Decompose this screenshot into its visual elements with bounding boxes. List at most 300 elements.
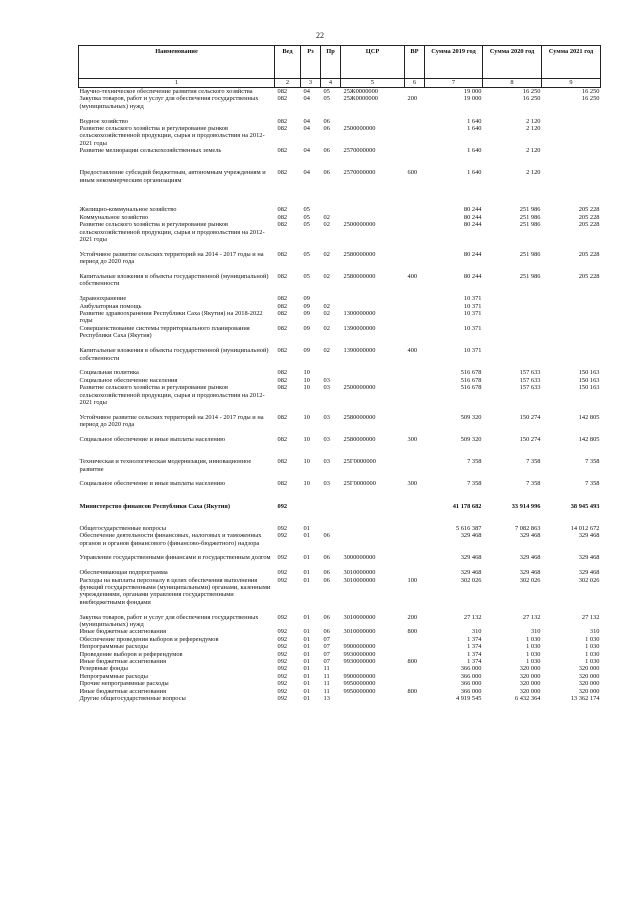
row-rz: 10 [303, 369, 310, 377]
row-sum-2019: 516 678 [460, 369, 482, 377]
row-name: Обеспечивающая подпрограмма [79, 569, 168, 577]
row-rz: 10 [303, 435, 310, 443]
row-sum-2019: 27 132 [463, 613, 482, 621]
row-name: Водное хозяйство [79, 117, 128, 125]
spacer-cell [79, 443, 601, 458]
row-sum-2021: 150 163 [578, 369, 600, 377]
row-ved: 092 [277, 687, 288, 695]
row-csr [341, 118, 405, 125]
row-pr [321, 503, 341, 510]
row-rz: 05 [303, 273, 310, 281]
row-sum-2020: 157 633 [519, 376, 541, 384]
row-sum-2021: 150 163 [578, 384, 600, 392]
row-name: Амбулаторная помощь [79, 302, 142, 310]
spacer-cell [79, 510, 601, 525]
row-sum-2020: 33 914 996 [511, 502, 541, 510]
row-sum-2020: 251 986 [519, 213, 541, 221]
spacer-cell [79, 110, 601, 117]
row-csr: 2570000000 [343, 147, 376, 155]
row-csr: 25Г0000000 [343, 458, 376, 466]
row-pr: 11 [323, 687, 330, 695]
row-spacer [79, 473, 601, 480]
col-name-header: Наименование [79, 46, 275, 79]
row-ved: 082 [277, 117, 288, 125]
row-rz: 01 [303, 554, 310, 562]
row-name: Резервные фонды [79, 665, 128, 673]
row-sum-2019: 310 [471, 628, 482, 636]
row-ved: 092 [277, 643, 288, 651]
row-name: Иные бюджетные ассигнования [79, 658, 167, 665]
row-rz: 01 [303, 687, 310, 695]
row-ved: 092 [277, 613, 288, 621]
table-row [79, 125, 601, 147]
row-pr: 02 [323, 310, 330, 318]
row-spacer [79, 362, 601, 369]
row-csr: 1300000000 [343, 310, 376, 318]
row-pr: 06 [323, 125, 330, 133]
spacer-cell [79, 266, 601, 273]
table-row [79, 525, 601, 532]
row-vr [405, 651, 425, 658]
row-sum-2020: 329 468 [519, 554, 541, 562]
page-number: 22 [316, 31, 324, 40]
row-pr: 05 [323, 88, 330, 95]
row-csr: 2500000000 [343, 125, 376, 133]
row-sum-2019: 80 244 [463, 221, 482, 229]
header-row [79, 46, 601, 79]
row-sum-2020: 329 468 [519, 532, 541, 540]
row-sum-2021: 38 945 493 [570, 502, 600, 510]
row-rz: 05 [303, 250, 310, 258]
row-sum-2021: 310 [589, 628, 600, 636]
row-vr [405, 310, 425, 325]
row-name: Здравоохранение [79, 295, 127, 303]
row-vr [405, 118, 425, 125]
row-pr: 03 [323, 435, 330, 443]
row-name: Научно-техническое обеспечение развития сельского хозяйства [79, 88, 253, 95]
row-rz: 04 [303, 147, 310, 155]
row-pr: 02 [323, 250, 330, 258]
row-name: Непрограммные расходы [79, 643, 148, 651]
row-sum-2021 [542, 325, 601, 340]
table-row [79, 554, 601, 561]
table-row [79, 643, 601, 650]
row-sum-2019: 329 468 [460, 569, 482, 577]
row-csr [341, 532, 405, 547]
table-row [79, 325, 601, 340]
table-row [79, 169, 601, 184]
col-number: 9 [542, 79, 601, 88]
row-pr: 07 [323, 658, 330, 665]
spacer-cell [79, 473, 601, 480]
table-row [79, 206, 601, 213]
row-rz: 01 [303, 672, 310, 680]
row-sum-2020: 157 633 [519, 369, 541, 377]
row-csr [341, 377, 405, 384]
row-ved: 082 [277, 221, 288, 229]
row-csr: 2580000000 [343, 435, 376, 443]
row-vr [405, 214, 425, 221]
row-rz: 04 [303, 88, 310, 95]
row-sum-2020: 2 120 [526, 147, 541, 155]
col-vr-header: ВР [405, 46, 425, 79]
row-pr: 05 [323, 95, 330, 103]
table-row [79, 480, 601, 487]
row-sum-2020: 329 468 [519, 569, 541, 577]
row-rz: 04 [303, 117, 310, 125]
row-vr [405, 325, 425, 340]
row-sum-2019: 509 320 [460, 435, 482, 443]
row-sum-2021: 329 468 [578, 569, 600, 577]
table-row [79, 532, 601, 547]
row-sum-2019: 10 371 [463, 347, 482, 355]
row-sum-2020: 157 633 [519, 384, 541, 392]
row-name: Обеспечение деятельности финансовых, налоговых и таможенных органов и органов финансового (финансово-бюджетного) надзора [79, 532, 262, 547]
budget-table-body [79, 88, 601, 703]
row-sum-2020: 1 030 [526, 643, 541, 651]
row-vr [405, 680, 425, 687]
row-name: Другие общегосударственные вопросы [79, 695, 186, 703]
row-sum-2019: 7 358 [467, 458, 482, 466]
row-rz: 09 [303, 347, 310, 355]
col-ved-header: Вед [275, 46, 301, 79]
table-row [79, 680, 601, 687]
row-ved: 082 [277, 147, 288, 155]
row-vr [405, 503, 425, 510]
row-name: Иные бюджетные ассигнования [79, 628, 167, 636]
row-sum-2021: 205 228 [578, 250, 600, 258]
budget-table [78, 45, 601, 702]
row-name: Предоставление субсидий бюджетным, автономным учреждениям и иным некоммерческим организациям [79, 169, 266, 184]
row-sum-2019: 1 374 [467, 658, 482, 665]
col-number: 2 [275, 79, 301, 88]
row-csr: 9900000000 [343, 643, 376, 651]
row-ved: 082 [277, 435, 288, 443]
row-csr: 25Г0000000 [343, 480, 376, 488]
row-rz: 10 [303, 458, 310, 466]
row-sum-2019: 329 468 [460, 554, 482, 562]
row-ved: 092 [277, 524, 288, 532]
row-vr: 400 [407, 347, 418, 355]
table-row [79, 310, 601, 325]
row-vr: 600 [407, 169, 418, 177]
row-vr [405, 125, 425, 147]
row-csr: 3010000000 [343, 569, 376, 577]
row-sum-2020: 320 000 [519, 665, 541, 673]
row-pr: 02 [323, 324, 330, 332]
row-rz: 01 [303, 628, 310, 636]
row-pr: 11 [323, 665, 330, 673]
row-rz: 01 [303, 524, 310, 532]
row-sum-2021: 205 228 [578, 273, 600, 281]
row-rz: 04 [303, 169, 310, 177]
row-ved: 082 [277, 206, 288, 214]
table-row [79, 118, 601, 125]
row-sum-2019: 1 640 [467, 117, 482, 125]
row-name: Капитальные вложения в объекты государственной (муниципальной) собственности [79, 347, 269, 362]
row-sum-2021: 1 030 [585, 658, 600, 665]
row-sum-2019: 516 678 [460, 376, 482, 384]
row-csr [341, 214, 405, 221]
row-sum-2019: 366 000 [460, 672, 482, 680]
table-row [79, 377, 601, 384]
table-row [79, 665, 601, 672]
row-sum-2021: 1 030 [585, 635, 600, 643]
row-sum-2020: 251 986 [519, 250, 541, 258]
row-pr: 02 [323, 221, 330, 229]
row-sum-2021 [542, 147, 601, 154]
row-sum-2021 [542, 295, 601, 302]
row-sum-2019: 1 640 [467, 147, 482, 155]
row-sum-2020 [483, 303, 542, 310]
row-name: Техническая и технологическая модернизация, инновационное развитие [79, 458, 252, 473]
row-sum-2019: 4 919 545 [455, 695, 482, 703]
row-sum-2020: 2 120 [526, 117, 541, 125]
row-rz: 01 [303, 532, 310, 540]
row-sum-2021: 329 468 [578, 532, 600, 540]
row-sum-2020: 251 986 [519, 273, 541, 281]
row-pr: 03 [323, 458, 330, 466]
row-vr [405, 88, 425, 96]
row-pr: 06 [323, 554, 330, 562]
col-csr-header: ЦСР [341, 46, 405, 79]
row-sum-2021: 16 250 [581, 88, 600, 95]
spacer-cell [79, 155, 601, 170]
row-spacer [79, 243, 601, 250]
row-ved: 092 [277, 576, 288, 584]
row-sum-2019: 329 468 [460, 532, 482, 540]
table-row [79, 688, 601, 695]
row-sum-2021: 205 228 [578, 213, 600, 221]
row-sum-2020: 320 000 [519, 687, 541, 695]
row-ved: 082 [277, 384, 288, 392]
row-sum-2020: 320 000 [519, 680, 541, 688]
row-sum-2019: 41 178 682 [452, 502, 482, 510]
row-name: Социальное обеспечение и иные выплаты населению [79, 435, 226, 443]
row-ved: 082 [277, 273, 288, 281]
row-vr [405, 251, 425, 266]
row-sum-2021: 14 012 672 [570, 524, 600, 532]
row-vr [405, 458, 425, 473]
row-sum-2019: 10 371 [463, 324, 482, 332]
row-csr: 9900000000 [343, 672, 376, 680]
table-row [79, 636, 601, 643]
row-vr [405, 303, 425, 310]
table-row [79, 414, 601, 429]
row-pr: 11 [323, 672, 330, 680]
row-ved: 082 [277, 125, 288, 133]
row-ved: 082 [277, 213, 288, 221]
row-csr [341, 295, 405, 302]
row-name: Проведение выборов и референдумов [79, 650, 183, 658]
row-ved: 082 [277, 302, 288, 310]
row-spacer [79, 547, 601, 554]
row-rz: 10 [303, 480, 310, 488]
row-pr: 06 [323, 147, 330, 155]
row-csr: 3010000000 [343, 613, 376, 621]
row-csr: 3000000000 [343, 554, 376, 562]
row-name: Социальное обеспечение населения [79, 376, 178, 384]
row-vr [405, 636, 425, 643]
row-name: Общегосударственные вопросы [79, 524, 167, 532]
row-vr [405, 673, 425, 680]
row-vr [405, 221, 425, 243]
row-vr [405, 695, 425, 702]
row-name: Коммунальное хозяйство [79, 213, 149, 221]
row-sum-2021: 329 468 [578, 554, 600, 562]
row-ved: 092 [277, 672, 288, 680]
row-pr: 06 [323, 532, 330, 540]
row-name: Обеспечение проведения выборов и референдумов [79, 635, 219, 643]
row-spacer [79, 340, 601, 347]
row-sum-2019: 1 640 [467, 169, 482, 177]
row-sum-2020 [483, 295, 542, 302]
row-sum-2019: 1 374 [467, 643, 482, 651]
table-row [79, 614, 601, 629]
row-sum-2020: 251 986 [519, 206, 541, 214]
row-vr: 100 [407, 576, 418, 584]
col-sum2021-header: Сумма 2021 год [542, 46, 601, 79]
row-name: Жилищно-коммунальное хозяйство [79, 206, 177, 214]
row-sum-2021: 205 228 [578, 221, 600, 229]
row-rz: 01 [303, 576, 310, 584]
row-sum-2019: 80 244 [463, 206, 482, 214]
row-csr: 3010000000 [343, 628, 376, 636]
row-rz: 01 [303, 650, 310, 658]
row-ved: 092 [277, 680, 288, 688]
row-csr: 25Ж0000000 [343, 88, 378, 95]
row-ved: 082 [277, 169, 288, 177]
table-row [79, 577, 601, 607]
row-sum-2021: 320 000 [578, 672, 600, 680]
spacer-cell [79, 547, 601, 554]
row-sum-2020: 7 358 [526, 458, 541, 466]
row-pr: 06 [323, 628, 330, 636]
row-name: Непрограммные расходы [79, 672, 148, 680]
row-vr [405, 414, 425, 429]
row-spacer [79, 110, 601, 117]
row-pr: 03 [323, 480, 330, 488]
row-ved: 092 [277, 628, 288, 636]
row-sum-2021: 302 026 [578, 576, 600, 584]
row-spacer [79, 606, 601, 613]
row-pr [321, 525, 341, 532]
row-vr [405, 643, 425, 650]
row-sum-2021: 1 030 [585, 650, 600, 658]
row-rz: 04 [303, 95, 310, 103]
row-csr: 9930000000 [343, 650, 376, 658]
row-csr: 9930000000 [343, 658, 376, 665]
row-rz: 05 [303, 206, 310, 214]
row-spacer [79, 443, 601, 458]
row-name: Социальная политика [79, 369, 139, 377]
row-sum-2019: 10 371 [463, 310, 482, 318]
row-sum-2020: 302 026 [519, 576, 541, 584]
col-number: 1 [79, 79, 275, 88]
table-row [79, 436, 601, 443]
row-vr [405, 569, 425, 576]
row-sum-2020: 16 250 [522, 95, 541, 103]
row-spacer [79, 562, 601, 569]
row-ved: 082 [277, 95, 288, 103]
row-sum-2020: 1 030 [526, 635, 541, 643]
row-sum-2021 [542, 303, 601, 310]
row-ved: 082 [277, 295, 288, 303]
row-sum-2020: 1 030 [526, 658, 541, 665]
row-sum-2021: 320 000 [578, 680, 600, 688]
row-ved: 082 [277, 324, 288, 332]
row-sum-2021: 1 030 [585, 643, 600, 651]
row-sum-2019: 509 320 [460, 413, 482, 421]
row-spacer [79, 488, 601, 503]
table-row [79, 695, 601, 702]
row-pr: 06 [323, 613, 330, 621]
row-sum-2020 [483, 325, 542, 340]
row-name: Прочие непрограммные расходы [79, 680, 169, 688]
col-pr-header: Пр [321, 46, 341, 79]
row-name: Закупка товаров, работ и услуг для обеспечения государственных (муниципальных) нужд [79, 95, 259, 110]
row-vr [405, 525, 425, 532]
row-rz: 01 [303, 680, 310, 688]
spacer-cell [79, 406, 601, 413]
row-spacer [79, 429, 601, 436]
row-pr: 03 [323, 413, 330, 421]
row-csr [341, 503, 405, 510]
row-ved: 082 [277, 310, 288, 318]
row-pr: 07 [323, 650, 330, 658]
row-ved: 082 [277, 250, 288, 258]
col-number: 6 [405, 79, 425, 88]
row-sum-2021 [542, 169, 601, 184]
row-csr: 2580000000 [343, 250, 376, 258]
table-row [79, 221, 601, 243]
row-ved: 082 [277, 347, 288, 355]
row-csr: 9950000000 [343, 687, 376, 695]
row-vr: 300 [407, 435, 418, 443]
row-sum-2019: 10 371 [463, 302, 482, 310]
table-row [79, 384, 601, 406]
row-sum-2020: 150 274 [519, 413, 541, 421]
row-vr: 800 [407, 628, 418, 636]
row-rz: 01 [303, 643, 310, 651]
spacer-cell [79, 288, 601, 295]
row-ved: 092 [277, 635, 288, 643]
row-csr: 9950000000 [343, 680, 376, 688]
row-rz: 09 [303, 302, 310, 310]
table-row [79, 303, 601, 310]
row-vr: 800 [407, 658, 418, 665]
row-ved: 082 [277, 413, 288, 421]
row-ved: 092 [277, 554, 288, 562]
row-rz: 01 [303, 658, 310, 665]
row-rz: 01 [303, 569, 310, 577]
row-sum-2021: 16 250 [581, 95, 600, 103]
row-sum-2020: 7 358 [526, 480, 541, 488]
row-sum-2019: 1 374 [467, 635, 482, 643]
row-name: Развитие здравоохранения Республики Саха (Якутия) на 2018-2022 годы [79, 310, 263, 325]
row-sum-2020: 1 030 [526, 650, 541, 658]
row-sum-2019: 516 678 [460, 384, 482, 392]
spacer-cell [79, 429, 601, 436]
col-number: 3 [301, 79, 321, 88]
row-sum-2019: 80 244 [463, 250, 482, 258]
row-sum-2021: 13 362 174 [570, 695, 600, 703]
row-sum-2020: 6 432 364 [514, 695, 541, 703]
row-rz: 10 [303, 413, 310, 421]
row-name: Управление государственными финансами и государственным долгом [79, 554, 271, 562]
row-ved: 092 [277, 658, 288, 665]
row-sum-2021: 205 228 [578, 206, 600, 214]
